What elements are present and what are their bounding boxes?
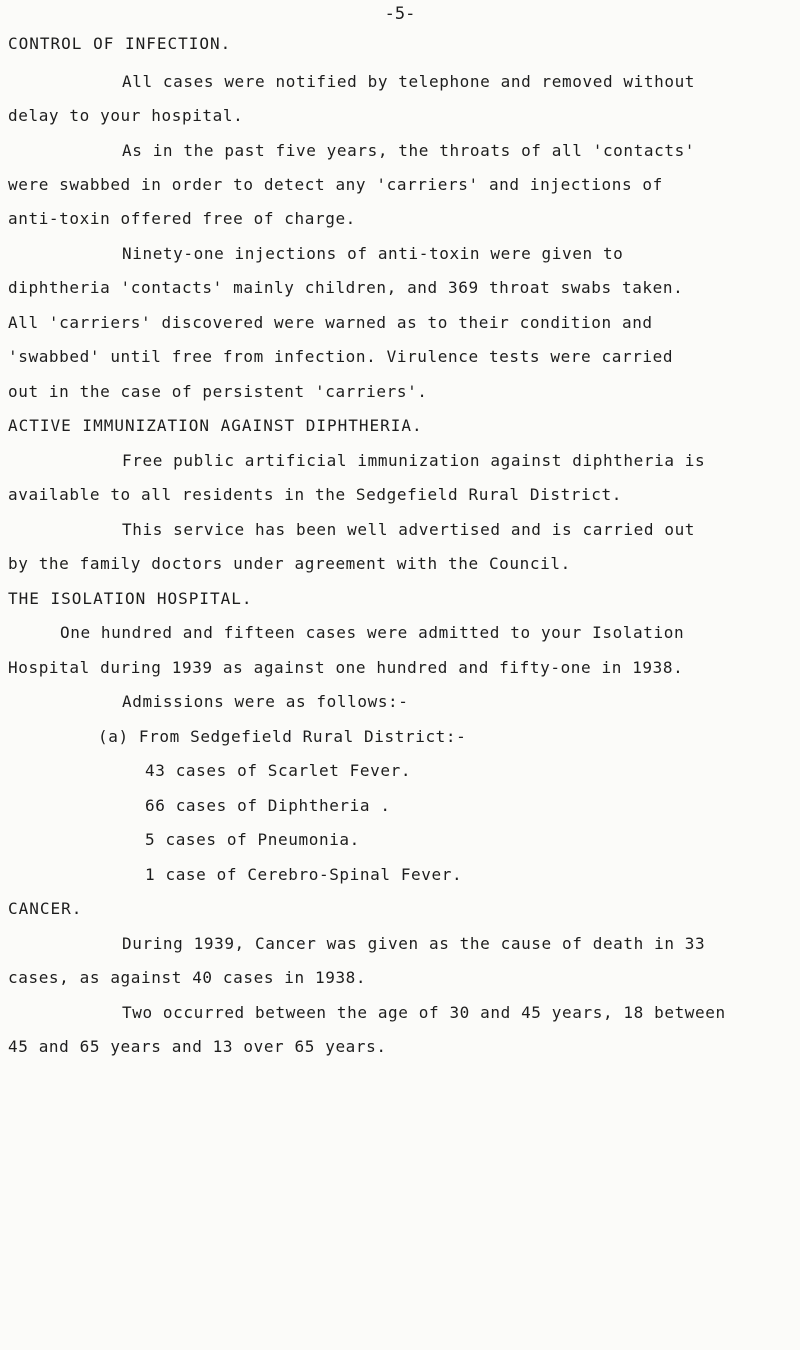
paragraph-line: cases, as against 40 cases in 1938. <box>8 968 367 987</box>
section-heading-isolation: THE ISOLATION HOSPITAL. <box>8 589 253 608</box>
paragraph-line: 'swabbed' until free from infection. Virulence tests were carried <box>8 347 674 366</box>
district-subheading: (a) From Sedgefield Rural District:- <box>98 727 467 746</box>
paragraph-line: Ninety-one injections of anti-toxin were given to <box>122 244 624 263</box>
paragraph-line: All cases were notified by telephone and removed without <box>122 72 696 91</box>
admission-item: 43 cases of Scarlet Fever. <box>145 761 412 780</box>
paragraph-line: Free public artificial immunization against diphtheria is <box>122 451 706 470</box>
paragraph-line: During 1939, Cancer was given as the cause of death in 33 <box>122 934 706 953</box>
paragraph-line: delay to your hospital. <box>8 106 244 125</box>
paragraph-line: out in the case of persistent 'carriers'. <box>8 382 428 401</box>
paragraph-line: All 'carriers' discovered were warned as to their condition and <box>8 313 653 332</box>
paragraph-line: by the family doctors under agreement with the Council. <box>8 554 571 573</box>
paragraph-line: anti-toxin offered free of charge. <box>8 209 356 228</box>
admission-item: 5 cases of Pneumonia. <box>145 830 360 849</box>
paragraph-line: 45 and 65 years and 13 over 65 years. <box>8 1037 387 1056</box>
paragraph-line: Hospital during 1939 as against one hundred and fifty-one in 1938. <box>8 658 684 677</box>
paragraph-line: As in the past five years, the throats of all 'contacts' <box>122 141 696 160</box>
paragraph-line: diphtheria 'contacts' mainly children, and 369 throat swabs taken. <box>8 278 684 297</box>
admission-item: 1 case of Cerebro-Spinal Fever. <box>145 865 463 884</box>
section-heading-cancer: CANCER. <box>8 899 83 918</box>
paragraph-line: One hundred and fifteen cases were admitted to your Isolation <box>60 623 685 642</box>
page-number: -5- <box>384 4 416 24</box>
paragraph-line: available to all residents in the Sedgefield Rural District. <box>8 485 622 504</box>
section-heading-control: CONTROL OF INFECTION. <box>8 34 232 53</box>
admission-item: 66 cases of Diphtheria . <box>145 796 391 815</box>
paragraph-line: were swabbed in order to detect any 'carriers' and injections of <box>8 175 663 194</box>
section-heading-immunization: ACTIVE IMMUNIZATION AGAINST DIPHTHERIA. <box>8 416 423 435</box>
paragraph-line: This service has been well advertised and is carried out <box>122 520 696 539</box>
admissions-intro: Admissions were as follows:- <box>122 692 409 711</box>
paragraph-line: Two occurred between the age of 30 and 45 years, 18 between <box>122 1003 726 1022</box>
